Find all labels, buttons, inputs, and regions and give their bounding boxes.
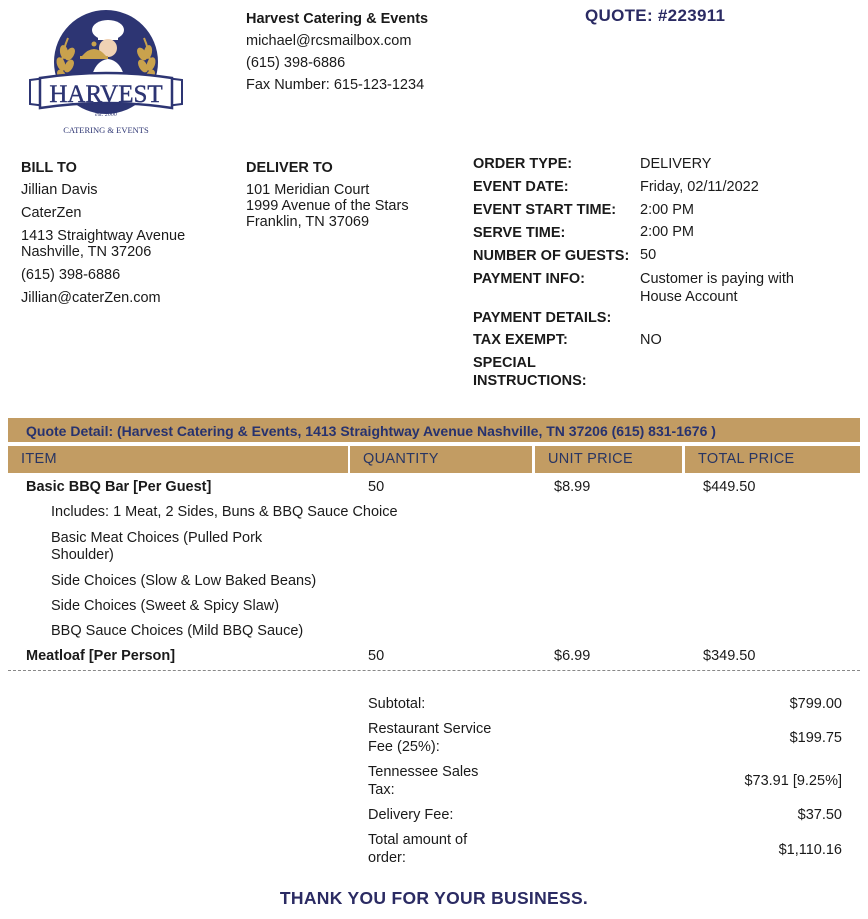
service-fee-value: $199.75: [789, 730, 842, 746]
logo-tagline: CATERING & EVENTS: [63, 125, 149, 135]
event-start-value: 2:00 PM: [640, 202, 694, 218]
serve-time-label: SERVE TIME:: [473, 225, 566, 241]
item-detail-sauce: BBQ Sauce Choices (Mild BBQ Sauce): [51, 623, 304, 639]
item-unit-price: $6.99: [554, 648, 591, 664]
item-detail-side-1: Side Choices (Slow & Low Baked Beans): [51, 573, 317, 589]
item-detail-side-2: Side Choices (Sweet & Spicy Slaw): [51, 598, 280, 614]
item-detail-meat-1: Basic Meat Choices (Pulled Pork: [51, 530, 263, 546]
guests-value: 50: [640, 247, 657, 263]
item-total-price: $349.50: [703, 648, 756, 664]
service-fee-label-2: Fee (25%):: [368, 739, 440, 755]
logo-est: est. 2000: [95, 112, 117, 118]
bill-to-address2: Nashville, TN 37206: [21, 244, 152, 260]
serve-time-value: 2:00 PM: [640, 224, 694, 240]
event-start-label: EVENT START TIME:: [473, 202, 617, 218]
item-total-price: $449.50: [703, 479, 756, 495]
col-total-price-header: TOTAL PRICE: [685, 446, 860, 473]
guests-label: NUMBER OF GUESTS:: [473, 248, 630, 264]
total-label-2: order:: [368, 850, 406, 866]
divider: [8, 670, 860, 671]
subtotal-label: Subtotal:: [368, 696, 426, 712]
order-type-label: ORDER TYPE:: [473, 156, 573, 172]
item-detail-includes: Includes: 1 Meat, 2 Sides, Buns & BBQ Sauce Choice: [51, 504, 398, 520]
bill-to-company: CaterZen: [21, 205, 82, 221]
tax-exempt-label: TAX EXEMPT:: [473, 332, 568, 348]
deliver-to-section: [246, 160, 409, 230]
item-quantity: 50: [368, 479, 385, 495]
bill-to-phone: (615) 398-6886: [21, 267, 121, 283]
logo-wordmark: HARVEST: [49, 81, 163, 108]
total-value: $1,110.16: [778, 842, 842, 858]
company-fax: Fax Number: 615-123-1234: [246, 77, 425, 93]
service-fee-label-1: Restaurant Service: [368, 721, 492, 737]
harvest-logo: [24, 6, 188, 140]
special-instructions-label-2: INSTRUCTIONS:: [473, 373, 587, 389]
company-email: michael@rcsmailbox.com: [246, 33, 412, 49]
sales-tax-label-2: Tax:: [368, 782, 395, 798]
item-detail-meat-2: Shoulder): [51, 547, 114, 563]
quote-detail-band: Quote Detail: (Harvest Catering & Events, 1413 Straightway Avenue Nashville, TN 37206 (615) 831-1676 ): [8, 418, 860, 442]
payment-info-value-1: Customer is paying with: [640, 271, 794, 287]
thank-you-message: THANK YOU FOR YOUR BUSINESS.: [279, 888, 589, 908]
bill-to-address1: 1413 Straightway Avenue: [21, 228, 186, 244]
deliver-to-line3: Franklin, TN 37069: [246, 214, 370, 230]
col-item-header: ITEM: [8, 446, 348, 473]
payment-info-value-2: House Account: [640, 289, 738, 305]
deliver-to-line1: 101 Meridian Court: [246, 182, 370, 198]
special-instructions-label-1: SPECIAL: [473, 355, 536, 371]
event-date-value: Friday, 02/11/2022: [640, 179, 759, 195]
subtotal-value: $799.00: [789, 696, 842, 712]
tax-exempt-value: NO: [640, 332, 662, 348]
delivery-fee-label: Delivery Fee:: [368, 807, 454, 823]
item-quantity: 50: [368, 648, 385, 664]
event-date-label: EVENT DATE:: [473, 179, 569, 195]
sales-tax-label-1: Tennessee Sales: [368, 764, 479, 780]
sales-tax-value: $73.91 [9.25%]: [744, 773, 842, 789]
payment-info-label: PAYMENT INFO:: [473, 271, 585, 287]
bill-to-name: Jillian Davis: [21, 182, 98, 198]
company-name: Harvest Catering & Events: [246, 11, 429, 27]
col-unit-price-header: UNIT PRICE: [535, 446, 682, 473]
bill-to-email: Jillian@caterZen.com: [21, 290, 161, 306]
quote-number: QUOTE: #223911: [585, 6, 726, 25]
order-type-value: DELIVERY: [640, 156, 712, 172]
deliver-to-heading: DELIVER TO: [246, 160, 333, 176]
bill-to-section: [21, 160, 185, 313]
deliver-to-line2: 1999 Avenue of the Stars: [246, 198, 409, 214]
bill-to-heading: BILL TO: [21, 160, 77, 176]
item-name: Basic BBQ Bar [Per Guest]: [26, 479, 212, 495]
total-label-1: Total amount of: [368, 832, 468, 848]
company-phone: (615) 398-6886: [246, 55, 346, 71]
company-info: [246, 10, 428, 98]
payment-details-label: PAYMENT DETAILS:: [473, 310, 612, 326]
item-unit-price: $8.99: [554, 479, 591, 495]
item-name: Meatloaf [Per Person]: [26, 648, 176, 664]
delivery-fee-value: $37.50: [797, 807, 842, 823]
col-quantity-header: QUANTITY: [350, 446, 532, 473]
